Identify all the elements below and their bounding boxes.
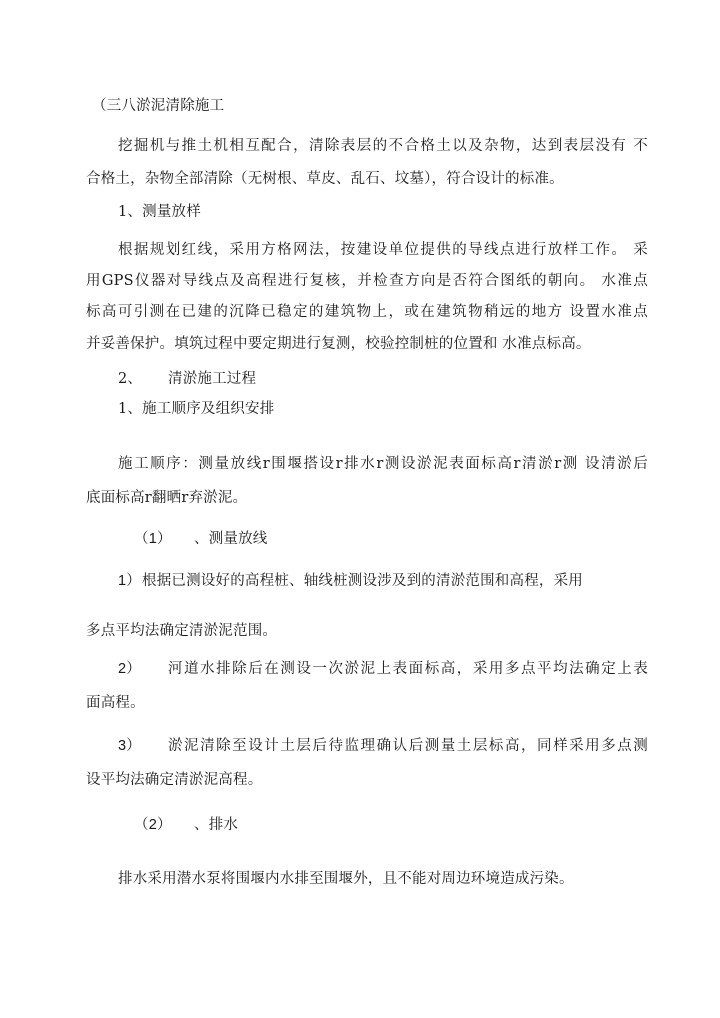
section1-line-3: 标高可引测在已建的沉降已稳定的建筑物上，或在建筑物稍远的地方 设置水准点 xyxy=(86,304,648,320)
step1-line-2: 多点平均法确定清淤泥范围。 xyxy=(86,623,278,639)
step2-line-1: 河道水排除后在测设一次淤泥上表面标高，采用多点平均法确定上表 xyxy=(168,661,648,677)
intro-line-2: 合格土，杂物全部清除（无树根、草皮、乱石、坟墓），符合设计的标准。 xyxy=(86,171,564,187)
section1-title: 1、测量放样 xyxy=(118,204,201,220)
subsection-title: 1、施工顺序及组织安排 xyxy=(118,401,275,417)
section1-line-4: 并妥善保护。填筑过程中要定期进行复测，校验控制桩的位置和 水准点标高。 xyxy=(86,336,591,352)
drainage-text: 排水采用潜水泵将围堰内水排至围堰外，且不能对周边环境造成污染。 xyxy=(118,871,574,887)
item1-title: 、测量放线 xyxy=(194,531,268,547)
section2-title: 清淤施工过程 xyxy=(168,371,257,387)
intro-line-1: 挖掘机与推土机相互配合，清除表层的不合格土以及杂物，达到表层没有 不 xyxy=(118,138,648,154)
section2-number: 2、 xyxy=(118,371,143,387)
sequence-line-1: 施工顺序：测量放线r围堰搭设r排水r测设淤泥表面标高r清淤r测 设清淤后 xyxy=(118,456,648,472)
step2-number: 2） xyxy=(118,661,141,677)
section1-line-2: 用GPS仪器对导线点及高程进行复核，并检查方向是否符合图纸的朝向。 水准点 xyxy=(86,273,648,289)
step1-number: 1） xyxy=(118,573,141,589)
step3-line-1: 淤泥清除至设计土层后待监理确认后测量土层标高，同样采用多点测 xyxy=(168,738,648,754)
sequence-line-2: 底面标高r翻晒r弃淤泥。 xyxy=(86,490,248,506)
step3-number: 3） xyxy=(118,738,141,754)
step1-line-1: 根据已测设好的高程桩、轴线桩测设涉及到的清淤范围和高程，采用 xyxy=(142,573,583,589)
section1-line-1: 根据规划红线，采用方格网法，按建设单位提供的导线点进行放样工作。 采 xyxy=(118,242,648,258)
item2-number: （2） xyxy=(134,817,172,833)
item1-number: （1） xyxy=(134,531,172,547)
step3-line-2: 设平均法确定清淤泥高程。 xyxy=(86,772,263,788)
step2-line-2: 面高程。 xyxy=(86,695,145,711)
item2-title: 、排水 xyxy=(194,817,239,833)
section-heading: （三八淤泥清除施工 xyxy=(92,98,225,114)
